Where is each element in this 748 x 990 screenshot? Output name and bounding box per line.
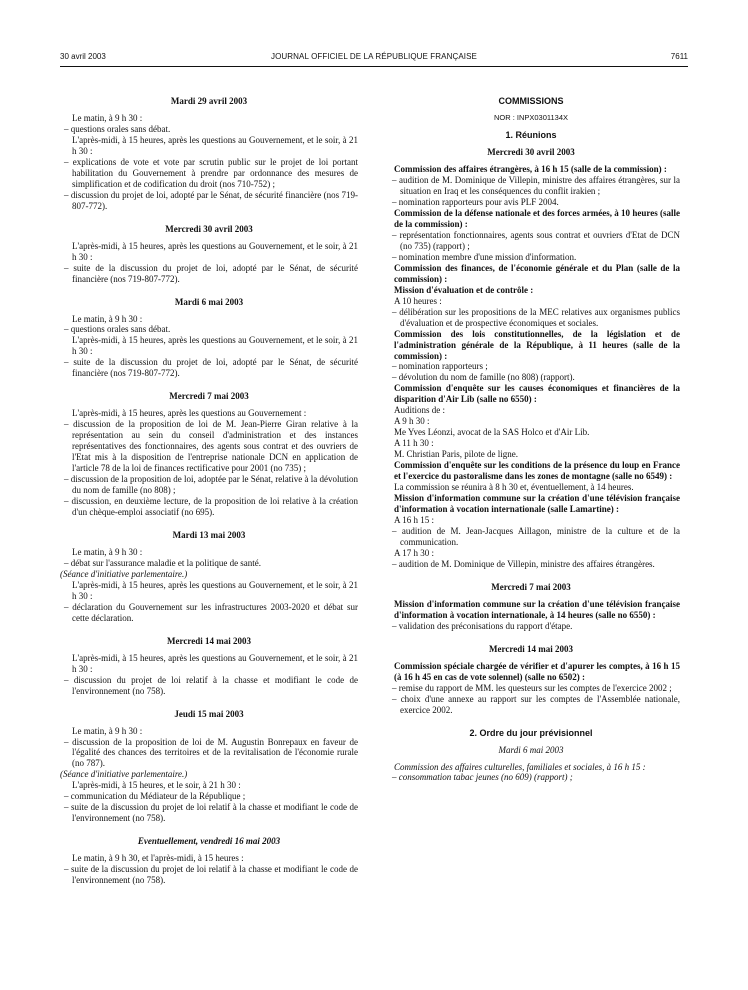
time-line: A 11 h 30 :	[394, 438, 434, 449]
agenda-item: – discussion du projet de loi relatif à la chasse et modifiant le code de l'environnement (no 758).	[64, 674, 358, 696]
session-line: L'après-midi, à 15 heures, après les questions au Gouvernement, et le soir, à 21 h 30 :	[72, 652, 358, 674]
agenda-item: – questions orales sans débat.	[64, 324, 171, 335]
agenda-item: – nomination rapporteurs ;	[392, 361, 488, 372]
commission-line: Commission des affaires culturelles, familiales et sociales, à 16 h 15 :	[394, 761, 646, 772]
left-column	[60, 96, 358, 886]
session-line: Le matin, à 9 h 30 :	[72, 313, 143, 324]
time-line: A 17 h 30 :	[394, 547, 435, 558]
text-line: M. Christian Paris, pilote de ligne.	[394, 449, 518, 460]
commission-line: Mission d'information commune sur la création d'une télévision française d'information à vocation internationale (salle Lamartine) :	[394, 493, 680, 515]
agenda-item: – choix d'une annexe au rapport sur les comptes de l'Assemblée nationale, exercice 2002.	[392, 693, 680, 715]
day-heading: Mercredi 7 mai 2003	[491, 581, 571, 592]
agenda-item: – explications de vote et vote par scrutin public sur le projet de loi portant habilitation du Gouvernement à prendre par ordonnance des mesures de simplification et de codification du droit (nos 710-752) ;	[64, 156, 358, 189]
day-block	[60, 709, 358, 825]
time-line: A 16 h 15 :	[394, 515, 435, 526]
agenda-item: – déclaration du Gouvernement sur les infrastructures 2003-2020 et débat sur cette déclaration.	[64, 601, 358, 623]
agenda-item: – suite de la discussion du projet de loi relatif à la chasse et modifiant le code de l'environnement (no 758).	[64, 864, 358, 886]
session-line: L'après-midi, à 15 heures, et le soir, à 21 h 30 :	[72, 780, 241, 791]
page-number: 7611	[670, 52, 688, 61]
agenda-item: – communication du Médiateur de la République ;	[64, 791, 246, 802]
commission-line: Commission d'enquête sur les causes économiques et financières de la disparition d'Air Lib (salle no 6550) :	[394, 383, 680, 405]
agenda-item: – débat sur l'assurance maladie et la politique de santé.	[64, 557, 262, 568]
agenda-item: – discussion de la proposition de loi de M. Jean-Pierre Giran relative à la représentation au sein du conseil d'administration et des instances représentatives des fonctionnaires, des agents sous contrat et des ouvriers de l'Etat mis à la disposition de l'entreprise nationale DCN en application de l'article 78 de la loi de finances rectificative pour 2001 (no 735) ;	[64, 419, 358, 474]
agenda-item: – discussion de la proposition de loi, adoptée par le Sénat, relative à la dévolution du nom de famille (no 808) ;	[64, 474, 358, 496]
session-line: Le matin, à 9 h 30, et l'après-midi, à 15 heures :	[72, 853, 244, 864]
day-heading: Mercredi 14 mai 2003	[489, 643, 573, 654]
commission-line: Commission des finances, de l'économie générale et du Plan (salle de la commission) :	[394, 262, 680, 284]
agenda-item: – audition de M. Dominique de Villepin, ministre des affaires étrangères.	[392, 558, 655, 569]
agenda-item: – suite de la discussion du projet de loi, adopté par le Sénat, de sécurité financière (nos 719-807-772).	[64, 262, 358, 284]
agenda-item: – nomination rapporteurs pour avis PLF 2004.	[392, 196, 559, 207]
session-line: Le matin, à 9 h 30 :	[72, 112, 143, 123]
agenda-item: – consommation tabac jeunes (no 609) (rapport) ;	[392, 772, 573, 783]
journal-title: JOURNAL OFFICIEL DE LA RÉPUBLIQUE FRANÇAISE	[271, 52, 477, 61]
day-heading: Mardi 29 avril 2003	[170, 96, 248, 106]
commission-line: Commission des lois constitutionnelles, de la législation et de l'administration générale de la République, à 11 heures (salle de la commission) :	[394, 328, 680, 361]
day-block	[60, 391, 358, 518]
agenda-item: – remise du rapport de MM. les questeurs sur les comptes de l'exercice 2002 ;	[392, 682, 672, 693]
day-block	[60, 224, 358, 285]
commission-line: Commission d'enquête sur les conditions de la présence du loup en France et l'exercice du pastoralisme dans les zones de montagne (salle no 6549) :	[394, 460, 680, 482]
day-heading: Mardi 6 mai 2003	[498, 744, 564, 755]
commission-line: Commission de la défense nationale et des forces armées, à 10 heures (salle de la commission) :	[394, 207, 680, 229]
day-heading: Mercredi 30 avril 2003	[487, 147, 575, 158]
session-line: L'après-midi, à 15 heures, après les questions au Gouvernement, et le soir, à 21 h 30 :	[72, 240, 358, 262]
session-line: Le matin, à 9 h 30 :	[72, 725, 143, 736]
agenda-item: – suite de la discussion du projet de loi, adopté par le Sénat, de sécurité financière (nos 719-807-772).	[64, 357, 358, 379]
agenda-item: – délibération sur les propositions de la MEC relatives aux organismes publics d'évaluation et de prospective économiques et sociales.	[392, 306, 680, 328]
session-note: (Séance d'initiative parlementaire.)	[60, 568, 188, 579]
commission-line: Commission des affaires étrangères, à 16 h 15 (salle de la commission) :	[394, 164, 667, 175]
page-header	[60, 52, 688, 64]
agenda-item: – validation des préconisations du rapport d'étape.	[392, 620, 573, 631]
agenda-item: – dévolution du nom de famille (no 808) (rapport).	[392, 372, 575, 383]
text-line: La commission se réunira à 8 h 30 et, éventuellement, à 14 heures.	[394, 482, 634, 493]
day-heading: Mercredi 14 mai 2003	[167, 635, 251, 646]
day-block	[60, 297, 358, 380]
agenda-item: – représentation fonctionnaires, agents sous contrat et ouvriers d'Etat de DCN (no 735) (rapport) ;	[392, 229, 680, 251]
header-date: 30 avril 2003	[60, 52, 106, 61]
day-block	[60, 96, 358, 212]
text-line: Me Yves Léonzi, avocat de la SAS Holco et d'Air Lib.	[394, 427, 590, 438]
day-block	[60, 530, 358, 624]
section-title: COMMISSIONS	[498, 96, 564, 106]
day-heading: Mardi 13 mai 2003	[172, 529, 246, 540]
mission-line: Mission d'évaluation et de contrôle :	[394, 284, 534, 295]
session-line: L'après-midi, à 15 heures, après les questions au Gouvernement, et le soir, à 21 h 30 :	[72, 134, 358, 156]
day-block	[60, 836, 358, 886]
subsection-title: 2. Ordre du jour prévisionnel	[469, 727, 593, 738]
session-line: Le matin, à 9 h 30 :	[72, 546, 143, 557]
agenda-item: – nomination membre d'une mission d'information.	[392, 251, 577, 262]
subsection-title: 1. Réunions	[505, 130, 557, 141]
session-line: L'après-midi, à 15 heures, après les questions au Gouvernement :	[72, 408, 307, 419]
header-rule	[60, 66, 688, 67]
agenda-item: – discussion, en deuxième lecture, de la proposition de loi relative à la création d'un chèque-emploi associatif (no 695).	[64, 496, 358, 517]
day-heading: Mardi 6 mai 2003	[174, 296, 244, 307]
day-heading: Mercredi 7 mai 2003	[169, 391, 249, 402]
day-block	[60, 636, 358, 697]
session-line: L'après-midi, à 15 heures, après les questions au Gouvernement, et le soir, à 21 h 30 :	[72, 335, 358, 357]
agenda-item: – suite de la discussion du projet de loi relatif à la chasse et modifiant le code de l'environnement (no 758).	[64, 802, 358, 824]
time-line: A 9 h 30 :	[394, 416, 430, 427]
session-line: L'après-midi, à 15 heures, après les questions au Gouvernement, et le soir, à 21 h 30 :	[72, 579, 358, 601]
commission-line: Commission spéciale chargée de vérifier et d'apurer les comptes, à 16 h 15 (à 16 h 45 en cas de vote solennel) (salle no 6502) :	[394, 660, 680, 682]
day-heading: Mercredi 30 avril 2003	[165, 223, 253, 234]
agenda-item: – audition de M. Jean-Jacques Aillagon, ministre de la culture et de la communication.	[392, 526, 680, 547]
nor-reference: NOR : INPX0301134X	[493, 112, 569, 122]
agenda-item: – discussion de la proposition de loi de M. Augustin Bonrepaux en faveur de l'égalité des chances des territoires et de la revitalisation de l'économie rurale (no 787).	[64, 736, 358, 769]
day-heading: Jeudi 15 mai 2003	[174, 708, 244, 719]
agenda-item: – questions orales sans débat.	[64, 123, 171, 134]
right-column	[382, 96, 680, 783]
commission-line: Mission d'information commune sur la création d'une télévision française d'information à vocation internationale, à 14 heures (salle no 6550) :	[394, 598, 680, 620]
day-heading: Eventuellement, vendredi 16 mai 2003	[137, 836, 281, 847]
session-note: (Séance d'initiative parlementaire.)	[60, 769, 188, 780]
text-line: Auditions de :	[394, 405, 445, 416]
agenda-item: – audition de M. Dominique de Villepin, ministre des affaires étrangères, sur la situation en Iraq et les conséquences du conflit irakien ;	[392, 175, 680, 196]
time-line: A 10 heures :	[394, 295, 442, 306]
agenda-item: – discussion du projet de loi, adopté par le Sénat, de sécurité financière (nos 719-807-772).	[64, 189, 358, 211]
